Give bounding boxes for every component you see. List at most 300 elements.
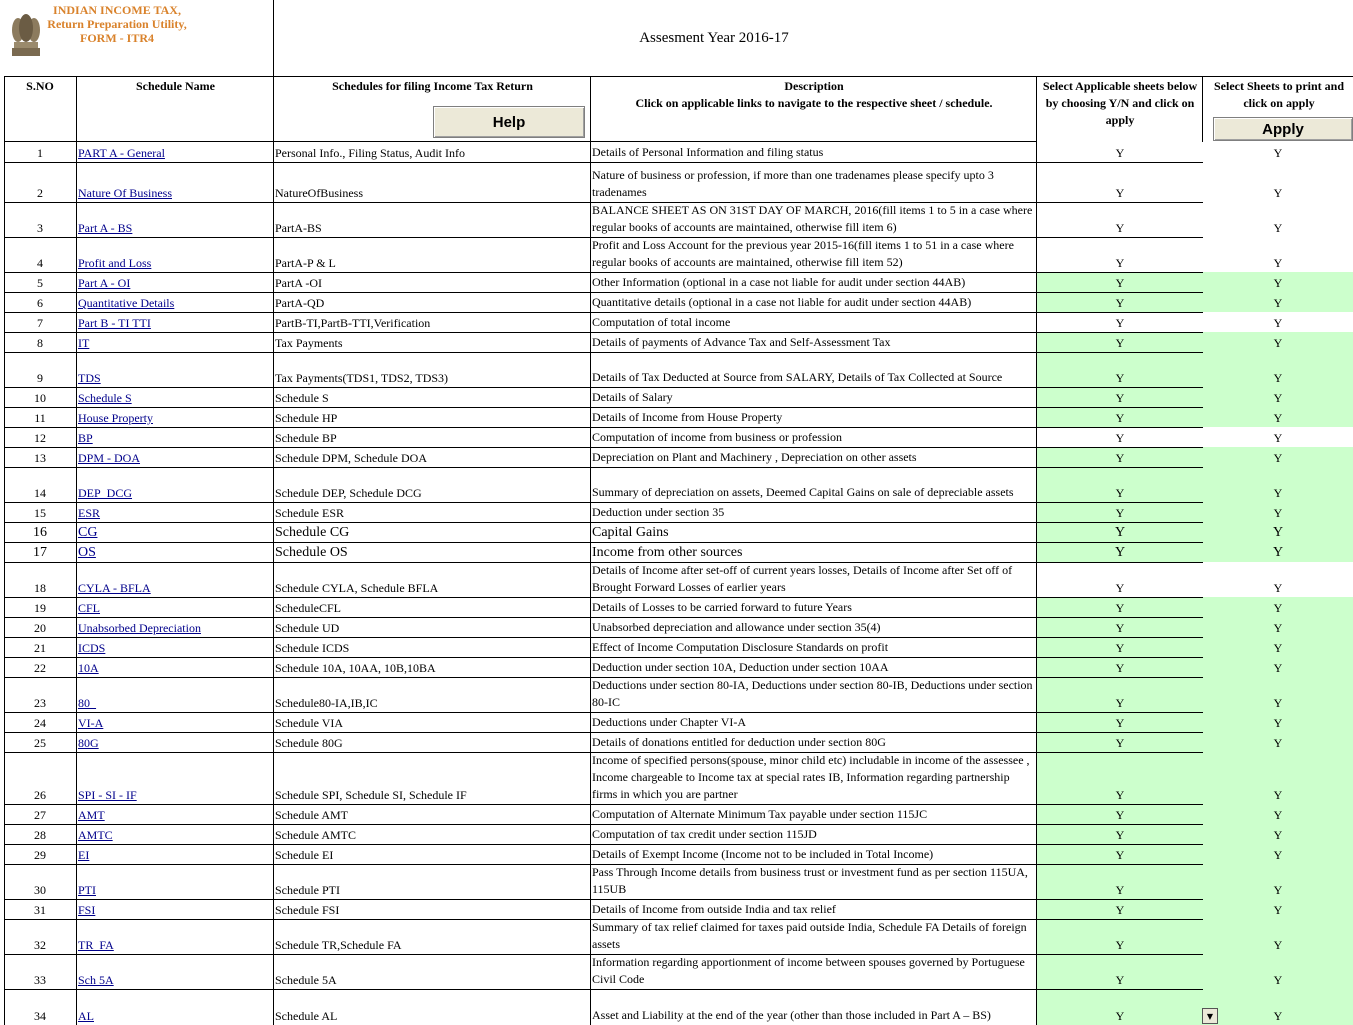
- schedule-name-cell: [78, 732, 273, 752]
- select-print-cell[interactable]: Y: [1203, 407, 1353, 427]
- row-sno: 6: [37, 296, 43, 310]
- header-schedules: Schedules for filing Income Tax Return: [332, 79, 533, 93]
- row-sno: 32: [34, 938, 46, 952]
- schedule-link[interactable]: CFL: [78, 601, 101, 615]
- table-row: [0, 387, 1353, 407]
- schedule-description: Details of Tax Deducted at Source from SALARY, Details of Tax Collected at Source: [592, 370, 1003, 384]
- schedule-name-cell: [78, 989, 273, 1025]
- schedule-code: PartB-TI,PartB-TTI,Verification: [275, 316, 431, 330]
- table-row: [0, 162, 1353, 202]
- select-print-cell[interactable]: Y: [1203, 732, 1353, 752]
- schedule-link[interactable]: Unabsorbed Depreciation: [78, 621, 201, 635]
- select-applicable-cell[interactable]: Y: [1037, 677, 1203, 712]
- select-print-cell[interactable]: Y: [1273, 146, 1283, 160]
- schedule-name-cell: [78, 502, 273, 522]
- table-row: [0, 467, 1353, 502]
- select-print-cell[interactable]: Y: [1203, 292, 1353, 312]
- schedule-code: Schedule UD: [275, 621, 340, 635]
- schedule-name-cell: [78, 752, 273, 804]
- select-applicable-cell[interactable]: Y: [1037, 447, 1203, 467]
- select-print-cell[interactable]: Y: [1203, 824, 1353, 844]
- row-sno: 13: [34, 451, 46, 465]
- select-applicable-cell[interactable]: Y: [1037, 844, 1203, 864]
- schedule-name-cell: [78, 312, 273, 332]
- select-applicable-cell[interactable]: Y: [1037, 467, 1203, 502]
- schedule-link[interactable]: Quantitative Details: [78, 296, 175, 310]
- header-select-applicable: Select Applicable sheets below by choosing Y/N and click on apply: [1042, 79, 1198, 127]
- schedule-link[interactable]: ESR: [78, 506, 101, 520]
- schedule-name-cell: [78, 844, 273, 864]
- select-applicable-cell[interactable]: Y: [1037, 712, 1203, 732]
- schedule-code: Schedule 10A, 10AA, 10B,10BA: [275, 661, 436, 675]
- row-divider: [4, 352, 1203, 353]
- table-row: [0, 427, 1353, 447]
- schedule-code: Schedule FSI: [275, 903, 340, 917]
- schedule-name-cell: [78, 637, 273, 657]
- table-row: [0, 637, 1353, 657]
- select-print-cell[interactable]: Y: [1203, 657, 1353, 677]
- row-sno: 7: [37, 316, 43, 330]
- select-print-cell[interactable]: Y: [1203, 387, 1353, 407]
- select-applicable-cell[interactable]: Y: [1115, 186, 1125, 200]
- schedule-code: Schedule OS: [275, 545, 348, 560]
- table-row: [0, 272, 1353, 292]
- header-bottom-line: [4, 141, 1037, 142]
- table-row: [0, 954, 1353, 989]
- schedule-code: PartA-QD: [275, 296, 325, 310]
- select-print-cell[interactable]: Y: [1203, 522, 1353, 542]
- schedule-name-cell: [78, 562, 273, 597]
- select-applicable-cell[interactable]: Y: [1037, 272, 1203, 292]
- select-applicable-cell[interactable]: Y: [1037, 989, 1203, 1025]
- select-applicable-cell[interactable]: Y: [1037, 864, 1203, 899]
- schedule-link[interactable]: TR_FA: [78, 938, 114, 952]
- schedule-description: Details of Exempt Income (Income not to be included in Total Income): [592, 847, 934, 861]
- table-row: [0, 677, 1353, 712]
- row-sno: 29: [34, 848, 46, 862]
- schedule-code: Schedule AL: [275, 1009, 338, 1023]
- schedule-code: Schedule BP: [275, 431, 337, 445]
- table-row: [0, 332, 1353, 352]
- select-print-cell[interactable]: Y: [1203, 804, 1353, 824]
- table-row: [0, 542, 1353, 562]
- row-divider: [4, 804, 1203, 805]
- schedule-description: Income of specified persons(spouse, minor child etc) includable in income of the assessee , Income chargeable to Income tax at special rates IB, Information regarding partnership firms in which you are partner: [592, 753, 1030, 801]
- column-divider: [273, 0, 274, 1025]
- row-divider: [4, 989, 1203, 990]
- select-applicable-cell[interactable]: Y: [1037, 502, 1203, 522]
- schedule-link[interactable]: BP: [78, 431, 93, 445]
- logo-line-1: INDIAN INCOME TAX,: [53, 3, 181, 17]
- schedule-description: Deductions under section 80-IA, Deductions under section 80-IB, Deductions under section 80-IC: [592, 678, 1033, 709]
- select-applicable-cell[interactable]: Y: [1037, 954, 1203, 989]
- row-sno: 25: [34, 736, 46, 750]
- select-applicable-cell[interactable]: Y: [1037, 387, 1203, 407]
- schedule-name-cell: [78, 712, 273, 732]
- schedule-link[interactable]: 10A: [78, 661, 99, 675]
- select-applicable-cell[interactable]: Y: [1037, 332, 1203, 352]
- select-print-cell[interactable]: Y: [1203, 752, 1353, 804]
- row-divider: [4, 292, 1203, 293]
- schedule-link[interactable]: FSI: [78, 903, 96, 917]
- schedule-code: NatureOfBusiness: [275, 186, 363, 200]
- table-row: [0, 899, 1353, 919]
- schedule-name-cell: [78, 292, 273, 312]
- table-row: [0, 312, 1353, 332]
- row-divider: [4, 407, 1203, 408]
- select-print-cell[interactable]: Y: [1203, 712, 1353, 732]
- select-print-cell[interactable]: Y: [1273, 221, 1283, 235]
- schedule-name-cell: [78, 597, 273, 617]
- select-print-cell[interactable]: Y: [1203, 502, 1353, 522]
- schedule-link[interactable]: AL: [78, 1009, 94, 1023]
- header-select-print: Select Sheets to print and click on apply: [1214, 79, 1344, 110]
- table-row: [0, 804, 1353, 824]
- logo-line-2: Return Preparation Utility,: [47, 17, 187, 31]
- row-sno: 12: [34, 431, 46, 445]
- schedule-code: ScheduleCFL: [275, 601, 341, 615]
- select-print-cell[interactable]: Y: [1203, 864, 1353, 899]
- select-print-cell[interactable]: Y: [1203, 637, 1353, 657]
- schedule-name-cell: [78, 617, 273, 637]
- schedule-name-cell: [78, 804, 273, 824]
- schedule-description: Details of Salary: [592, 390, 673, 404]
- schedule-description: Deduction under section 35: [592, 505, 725, 519]
- schedule-code: PartA-P & L: [275, 256, 336, 270]
- select-applicable-cell[interactable]: Y: [1037, 637, 1203, 657]
- select-applicable-cell[interactable]: Y: [1037, 657, 1203, 677]
- table-row: [0, 502, 1353, 522]
- header-description-hint: Click on applicable links to navigate to the respective sheet / schedule.: [635, 96, 993, 110]
- select-print-cell[interactable]: Y: [1273, 581, 1283, 595]
- logo-text: [42, 3, 192, 45]
- select-applicable-cell[interactable]: Y: [1037, 804, 1203, 824]
- schedule-description: Details of Personal Information and filing status: [592, 145, 824, 159]
- select-print-cell[interactable]: Y: [1203, 677, 1353, 712]
- row-divider: [4, 732, 1203, 733]
- column-divider: [1202, 76, 1203, 142]
- schedule-link[interactable]: SPI - SI - IF: [78, 788, 137, 802]
- select-applicable-cell[interactable]: Y: [1037, 542, 1203, 562]
- table-row: [0, 919, 1353, 954]
- row-sno: 30: [34, 883, 46, 897]
- schedule-code: Schedule CG: [275, 525, 350, 540]
- select-print-cell[interactable]: Y: [1203, 844, 1353, 864]
- select-applicable-cell[interactable]: Y: [1037, 899, 1203, 919]
- row-sno: 1: [37, 146, 43, 160]
- row-sno: 21: [34, 641, 46, 655]
- row-divider: [4, 752, 1203, 753]
- schedule-code: Schedule PTI: [275, 883, 340, 897]
- select-applicable-cell[interactable]: Y: [1037, 597, 1203, 617]
- row-divider: [4, 447, 1203, 448]
- row-sno: 23: [34, 696, 46, 710]
- select-print-cell[interactable]: Y: [1203, 989, 1353, 1025]
- schedule-link[interactable]: PTI: [78, 883, 96, 897]
- schedule-description: Quantitative details (optional in a case not liable for audit under section 44AB): [592, 295, 972, 309]
- table-row: [0, 597, 1353, 617]
- select-print-cell[interactable]: Y: [1203, 617, 1353, 637]
- row-divider: [4, 864, 1203, 865]
- select-applicable-cell[interactable]: Y: [1115, 316, 1125, 330]
- schedule-description: Profit and Loss Account for the previous year 2015-16(fill items 1 to 51 in a case where regular books of accounts are maintained, otherwise fill item 52): [592, 238, 1014, 269]
- schedule-description: BALANCE SHEET AS ON 31ST DAY OF MARCH, 2016(fill items 1 to 5 in a case where regular books of accounts are maintained, otherwise fill item 6): [592, 203, 1033, 234]
- select-applicable-cell[interactable]: Y: [1037, 352, 1203, 387]
- row-sno: 15: [34, 506, 46, 520]
- select-print-cell[interactable]: Y: [1203, 597, 1353, 617]
- schedule-code: Schedule ICDS: [275, 641, 350, 655]
- select-print-cell[interactable]: Y: [1203, 332, 1353, 352]
- row-divider: [4, 387, 1203, 388]
- schedule-link[interactable]: CYLA - BFLA: [78, 581, 151, 595]
- row-sno: 27: [34, 808, 46, 822]
- select-applicable-cell[interactable]: Y: [1037, 824, 1203, 844]
- row-divider: [4, 954, 1203, 955]
- schedule-link[interactable]: VI-A: [78, 716, 104, 730]
- row-divider: [4, 312, 1203, 313]
- row-divider: [4, 332, 1203, 333]
- row-sno: 24: [34, 716, 46, 730]
- table-row: [0, 864, 1353, 899]
- select-applicable-cell[interactable]: Y: [1037, 407, 1203, 427]
- row-sno: 16: [33, 525, 47, 540]
- apply-button[interactable]: Apply: [1213, 117, 1353, 141]
- schedule-link[interactable]: Schedule S: [78, 391, 132, 405]
- schedule-description: Asset and Liability at the end of the year (other than those included in Part A – BS): [592, 1008, 991, 1022]
- schedule-link[interactable]: Part A - OI: [78, 276, 131, 290]
- row-sno: 14: [34, 486, 46, 500]
- schedule-link[interactable]: OS: [78, 545, 96, 560]
- select-print-cell[interactable]: Y: [1203, 352, 1353, 387]
- select-print-cell[interactable]: Y: [1203, 272, 1353, 292]
- table-row: [0, 352, 1353, 387]
- logo-line-3: FORM - ITR4: [80, 31, 154, 45]
- assessment-year-title: Assesment Year 2016-17: [639, 29, 789, 46]
- row-divider: [4, 617, 1203, 618]
- schedule-name-cell: [78, 467, 273, 502]
- row-sno: 33: [34, 973, 46, 987]
- logo-area: [4, 0, 272, 76]
- schedule-description: Income from other sources: [592, 545, 743, 560]
- header-schedule-name: Schedule Name: [136, 79, 215, 93]
- schedule-description: Effect of Income Computation Disclosure Standards on profit: [592, 640, 889, 654]
- schedule-link[interactable]: EI: [78, 848, 90, 862]
- row-divider: [4, 467, 1203, 468]
- dropdown-arrow-icon[interactable]: ▼: [1202, 1008, 1218, 1024]
- select-applicable-cell[interactable]: Y: [1037, 522, 1203, 542]
- schedule-name-cell: [78, 272, 273, 292]
- schedule-link[interactable]: TDS: [78, 371, 101, 385]
- schedule-code: Personal Info., Filing Status, Audit Info: [275, 146, 465, 160]
- schedule-link[interactable]: Sch 5A: [78, 973, 114, 987]
- schedule-description: Details of payments of Advance Tax and Self-Assessment Tax: [592, 335, 891, 349]
- schedule-name-cell: [78, 919, 273, 954]
- select-print-cell[interactable]: Y: [1203, 919, 1353, 954]
- schedule-name-cell: [78, 542, 273, 562]
- table-row: [0, 142, 1353, 162]
- select-print-cell[interactable]: Y: [1203, 467, 1353, 502]
- header-description-title: Description: [784, 79, 844, 93]
- schedule-code: Schedule HP: [275, 411, 338, 425]
- row-divider: [4, 637, 1203, 638]
- table-row: [0, 844, 1353, 864]
- row-divider: [4, 597, 1203, 598]
- schedule-name-cell: [78, 864, 273, 899]
- row-sno: 8: [37, 336, 43, 350]
- schedule-description: Nature of business or profession, if more than one tradenames please specify upto 3 tradenames: [592, 168, 994, 199]
- table-row: [0, 292, 1353, 312]
- schedule-description: Details of Income from outside India and tax relief: [592, 902, 836, 916]
- schedule-link[interactable]: Part B - TI TTI: [78, 316, 151, 330]
- select-applicable-cell[interactable]: Y: [1037, 752, 1203, 804]
- schedule-description: Summary of depreciation on assets, Deemed Capital Gains on sale of depreciable assets: [592, 485, 1014, 499]
- schedule-description: Pass Through Income details from business trust or investment fund as per section 115UA, 115UB: [592, 865, 1028, 896]
- row-sno: 31: [34, 903, 46, 917]
- table-row: [0, 732, 1353, 752]
- schedule-link[interactable]: PART A - General: [78, 146, 165, 160]
- schedule-description: Depreciation on Plant and Machinery , Depreciation on other assets: [592, 450, 917, 464]
- row-sno: 20: [34, 621, 46, 635]
- row-divider: [4, 562, 1203, 563]
- row-sno: 2: [37, 186, 43, 200]
- row-divider: [4, 712, 1203, 713]
- schedule-name-cell: [78, 824, 273, 844]
- select-print-cell[interactable]: Y: [1273, 431, 1283, 445]
- schedule-link[interactable]: CG: [78, 525, 98, 540]
- select-applicable-cell[interactable]: Y: [1037, 292, 1203, 312]
- select-print-cell[interactable]: Y: [1273, 316, 1283, 330]
- header-divider: [4, 76, 1353, 77]
- schedule-description: Other Information (optional in a case not liable for audit under section 44AB): [592, 275, 966, 289]
- schedule-description: Computation of income from business or profession: [592, 430, 842, 444]
- schedule-code: Schedule80-IA,IB,IC: [275, 696, 378, 710]
- schedule-link[interactable]: House Property: [78, 411, 153, 425]
- row-divider: [4, 824, 1203, 825]
- schedule-code: PartA -OI: [275, 276, 322, 290]
- schedule-link[interactable]: Profit and Loss: [78, 256, 152, 270]
- row-divider: [4, 919, 1203, 920]
- row-sno: 4: [37, 256, 43, 270]
- table-row: [0, 712, 1353, 732]
- schedule-name-cell: [78, 657, 273, 677]
- table-row: [0, 657, 1353, 677]
- row-divider: [4, 202, 1203, 203]
- row-divider: [4, 677, 1203, 678]
- schedule-code: Schedule ESR: [275, 506, 344, 520]
- select-applicable-cell[interactable]: Y: [1115, 256, 1125, 270]
- schedule-description: Details of Income from House Property: [592, 410, 783, 424]
- row-sno: 28: [34, 828, 46, 842]
- select-applicable-cell[interactable]: Y: [1115, 146, 1125, 160]
- row-divider: [4, 427, 1203, 428]
- schedule-name-cell: [78, 142, 273, 162]
- row-sno: 34: [34, 1009, 46, 1023]
- select-print-cell[interactable]: Y: [1273, 186, 1283, 200]
- row-sno: 3: [37, 221, 43, 235]
- schedule-link[interactable]: DEP_DCG: [78, 486, 133, 500]
- schedule-code: Schedule S: [275, 391, 329, 405]
- schedule-link[interactable]: 80_: [78, 696, 96, 710]
- header-description: [592, 78, 1036, 112]
- select-applicable-cell[interactable]: Y: [1037, 919, 1203, 954]
- schedule-code: Schedule AMT: [275, 808, 348, 822]
- table-row: [0, 202, 1353, 237]
- header-sno: S.NO: [26, 79, 54, 93]
- schedule-description: Details of Losses to be carried forward to future Years: [592, 600, 852, 614]
- schedule-description: Details of Income after set-off of current years losses, Details of Income after Set off of Brought Forward Losses of earlier years: [592, 563, 1013, 594]
- schedule-name-cell: [78, 162, 273, 202]
- schedule-code: Schedule 80G: [275, 736, 343, 750]
- select-applicable-cell[interactable]: Y: [1115, 581, 1125, 595]
- schedule-description: Information regarding apportionment of income between spouses governed by Portuguese Civil Code: [592, 955, 1025, 986]
- row-sno: 5: [37, 276, 43, 290]
- row-divider: [4, 844, 1203, 845]
- schedule-link[interactable]: 80G: [78, 736, 99, 750]
- schedule-description: Deductions under Chapter VI-A: [592, 715, 747, 729]
- row-sno: 17: [33, 545, 47, 560]
- row-sno: 26: [34, 788, 46, 802]
- schedule-name-cell: [78, 237, 273, 272]
- select-applicable-cell[interactable]: Y: [1115, 221, 1125, 235]
- select-applicable-cell[interactable]: Y: [1037, 617, 1203, 637]
- select-print-cell[interactable]: Y: [1203, 954, 1353, 989]
- schedule-link[interactable]: Nature Of Business: [78, 186, 172, 200]
- schedule-description: Deduction under section 10A, Deduction under section 10AA: [592, 660, 889, 674]
- row-sno: 11: [34, 411, 46, 425]
- schedule-description: Unabsorbed depreciation and allowance under section 35(4): [592, 620, 881, 634]
- schedule-description: Computation of total income: [592, 315, 731, 329]
- schedule-description: Computation of tax credit under section 115JD: [592, 827, 817, 841]
- national-emblem-icon: [8, 10, 44, 60]
- row-divider: [4, 237, 1203, 238]
- schedule-link[interactable]: Part A - BS: [78, 221, 133, 235]
- table-row: [0, 522, 1353, 542]
- schedule-name-cell: [78, 407, 273, 427]
- schedule-code: Schedule DPM, Schedule DOA: [275, 451, 427, 465]
- column-divider: [1036, 76, 1037, 1025]
- select-applicable-cell[interactable]: Y: [1115, 431, 1125, 445]
- column-divider: [590, 76, 591, 1025]
- schedule-link[interactable]: DPM - DOA: [78, 451, 141, 465]
- schedule-name-cell: [78, 447, 273, 467]
- table-row: [0, 617, 1353, 637]
- select-print-cell[interactable]: Y: [1203, 447, 1353, 467]
- help-button[interactable]: Help: [433, 106, 585, 138]
- table-row: [0, 752, 1353, 804]
- schedule-link[interactable]: AMTC: [78, 828, 113, 842]
- row-divider: [4, 502, 1203, 503]
- schedule-link[interactable]: AMT: [78, 808, 105, 822]
- schedule-link[interactable]: IT: [78, 336, 90, 350]
- row-divider: [4, 657, 1203, 658]
- schedule-code: Schedule SPI, Schedule SI, Schedule IF: [275, 788, 467, 802]
- row-sno: 9: [37, 371, 43, 385]
- select-print-cell[interactable]: Y: [1203, 899, 1353, 919]
- select-applicable-cell[interactable]: Y: [1037, 732, 1203, 752]
- schedule-code: Schedule 5A: [275, 973, 337, 987]
- row-divider: [4, 522, 1203, 523]
- row-sno: 18: [34, 581, 46, 595]
- select-print-cell[interactable]: Y: [1273, 256, 1283, 270]
- schedule-description: Summary of tax relief claimed for taxes paid outside India, Schedule FA Details of foreign assets: [592, 920, 1027, 951]
- schedule-code: Schedule TR,Schedule FA: [275, 938, 402, 952]
- schedule-link[interactable]: ICDS: [78, 641, 106, 655]
- select-print-cell[interactable]: Y: [1203, 542, 1353, 562]
- table-row: [0, 562, 1353, 597]
- row-sno: 10: [34, 391, 46, 405]
- schedule-name-cell: [78, 202, 273, 237]
- schedule-code: Schedule VIA: [275, 716, 344, 730]
